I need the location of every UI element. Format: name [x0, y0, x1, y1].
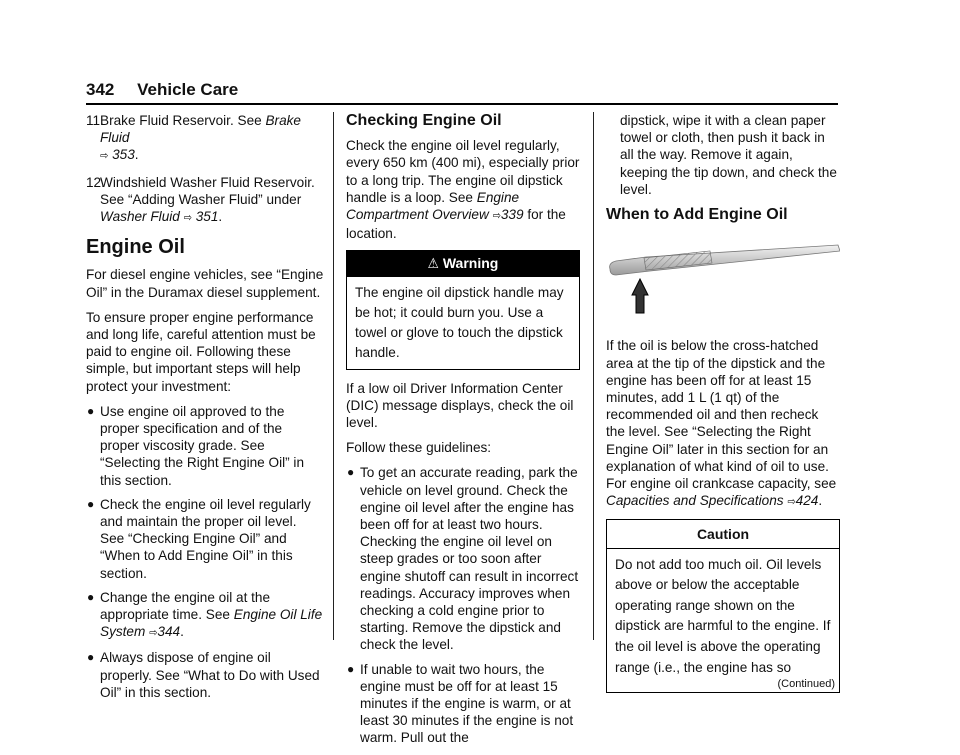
cross-reference[interactable]: Engine Compartment Overview: [346, 189, 520, 223]
punct: .: [180, 624, 184, 640]
bullet-item: [86, 589, 324, 643]
page-ref-icon: ⇨: [787, 496, 796, 509]
bullet-icon: ●: [87, 589, 95, 604]
cross-reference[interactable]: Brake Fluid: [100, 113, 301, 146]
bullet-text: Check the engine oil level regularly and maintain the proper oil level. See “Checking Engine Oil” and “When to Add Engine Oil” in this section.: [100, 496, 311, 581]
page-ref-icon: ⇨: [149, 627, 158, 640]
punct: .: [218, 209, 223, 225]
text: Check the engine oil level regularly, every 650 km (400 mi), especially prior to a long trip. The engine oil dipstick handle is a loop. See: [346, 138, 580, 205]
continued-paragraph: dipstick, wipe it with a clean paper towel or cloth, then push it back in all the way. Remove it again, keeping the tip down, and check the level.: [620, 113, 837, 197]
bullet-item: [86, 403, 324, 489]
column-2: [346, 112, 580, 755]
item-number: 12.: [86, 174, 105, 190]
text: .: [818, 493, 823, 509]
caution-text: Do not add too much oil. Oil levels above or below the acceptable operating range shown on the dipstick are harmful to the engine. If the oil level is above the operating range (i.e., the engine has so: [615, 556, 831, 675]
page-number: 342: [86, 80, 115, 99]
cross-reference[interactable]: Washer Fluid: [100, 209, 180, 225]
bullet-item: [86, 649, 324, 701]
warning-box: [346, 250, 580, 369]
item-text: Brake Fluid Reservoir. See: [100, 113, 266, 128]
warning-title-text: Warning: [442, 255, 499, 272]
paragraph: [606, 337, 840, 511]
caution-title: Caution: [607, 520, 839, 548]
caution-box: [606, 519, 840, 693]
bullet-icon: ●: [347, 465, 355, 480]
subsection-heading: Checking Engine Oil: [346, 112, 502, 129]
dipstick-illustration: [606, 237, 840, 327]
page-header: [86, 80, 238, 100]
paragraph: [346, 137, 580, 242]
page-ref[interactable]: 424: [795, 493, 819, 509]
bullet-text: To get an accurate reading, park the vehicle on level ground. Check the engine oil level after the engine has been off for at least two hours. Checking the engine oil level on steep grades or too soon after engine shutoff can result in incorrect readings. Accuracy improves when checking a cold engine prior to starting. Remove the dipstick and check the level.: [360, 465, 579, 653]
bullet-icon: ●: [87, 496, 95, 511]
bullet-icon: ●: [87, 650, 95, 665]
bullet-text: If unable to wait two hours, the engine must be off for at least 15 minutes if the engine is warm, or at least 30 minutes if the engine is not warm. Pull out the: [360, 661, 574, 746]
bullet-item: [346, 464, 580, 653]
bullet-text: Change the engine oil at the appropriate time. See: [100, 589, 271, 623]
column-divider: [593, 112, 594, 640]
bullet-icon: ●: [87, 403, 95, 418]
arrow-up-icon: [632, 279, 648, 313]
bullet-item: [346, 661, 580, 747]
paragraph: Follow these guidelines:: [346, 440, 492, 456]
section-heading: Engine Oil: [86, 236, 185, 259]
item-number: 11.: [86, 113, 104, 128]
text: If the oil is below the cross-hatched area at the tip of the dipstick and the engine has been off for at least 15 minutes, add 1 L (1 qt) of the recommended oil and then recheck the level. See “Selecting the Right Engine Oil” later in this section for an explanation of what kind of oil to use. For engine oil crankcase capacity, see: [606, 338, 837, 492]
bullet-list: [86, 403, 324, 701]
paragraph: To ensure proper engine performance and long life, careful attention must be paid to engine oil. Following these simple, but important steps will help protect your investment:: [86, 309, 316, 394]
text: for the location.: [346, 207, 566, 242]
page-ref-icon: ⇨: [183, 212, 192, 225]
paragraph: For diesel engine vehicles, see “Engine Oil” in the Duramax diesel supplement.: [86, 267, 324, 300]
page-ref[interactable]: 351: [195, 209, 219, 225]
page-ref[interactable]: 339: [500, 207, 524, 223]
page-ref[interactable]: 344: [157, 624, 181, 640]
warning-icon: ⚠: [427, 255, 439, 272]
punct: .: [134, 147, 139, 163]
column-divider: [333, 112, 334, 640]
subsection-heading: When to Add Engine Oil: [606, 206, 788, 224]
cross-reference[interactable]: Capacities and Specifications: [606, 493, 784, 509]
page-ref[interactable]: 353: [112, 147, 135, 163]
list-item-12: [86, 174, 324, 228]
column-1: [86, 112, 324, 709]
bullet-text: Use engine oil approved to the proper specification and of the proper viscosity grade. See “Selecting the Right Engine Oil” in this section.: [100, 403, 305, 488]
warning-text: The engine oil dipstick handle may be hot; it could burn you. Use a towel or glove to touch the dipstick handle.: [355, 284, 564, 360]
item-text: Windshield Washer Fluid Reservoir. See “Adding Washer Fluid” under: [100, 174, 315, 207]
paragraph: If a low oil Driver Information Center (DIC) message displays, check the oil level.: [346, 380, 574, 431]
page-ref-icon: ⇨: [492, 210, 501, 223]
continued-label: (Continued): [777, 678, 835, 691]
bullet-list: [346, 464, 580, 746]
bullet-item: [86, 496, 324, 582]
header-rule: [86, 103, 838, 105]
bullet-icon: ●: [347, 661, 355, 676]
column-3: [606, 112, 840, 703]
list-item-11: [86, 112, 324, 166]
page-ref-icon: ⇨: [100, 150, 109, 163]
cross-reference[interactable]: Engine Oil Life System: [100, 607, 323, 640]
section-title: Vehicle Care: [137, 80, 239, 99]
warning-title: [347, 251, 579, 276]
bullet-text: Always dispose of engine oil properly. See “What to Do with Used Oil” in this section.: [100, 650, 320, 700]
